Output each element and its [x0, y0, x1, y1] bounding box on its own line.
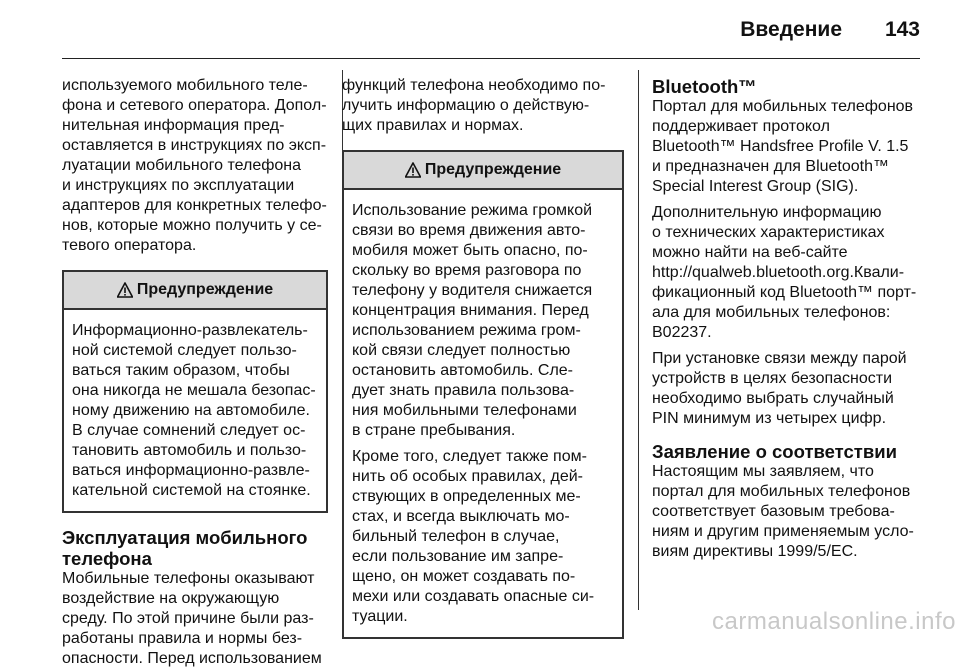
text-line: Портал для мобильных телефонов: [652, 98, 914, 115]
text-line: необходимо выбрать случайный: [652, 390, 894, 407]
text-line: в стране пребывания.: [352, 422, 516, 439]
section-title-declaration: Заявление о соответствии: [652, 441, 897, 462]
text-line: работаны правила и нормы без-: [62, 630, 303, 647]
text-line: функций телефона необходимо по-: [342, 77, 606, 94]
warning-box: [62, 270, 328, 513]
text-line: лучить информацию о действую-: [342, 97, 590, 114]
text-line: устройств в целях безопасности: [652, 370, 893, 387]
text-line: B02237.: [652, 324, 712, 341]
text-line: нительная информация пред-: [62, 117, 285, 134]
text-line: оставляется в инструкциях по эксп-: [62, 137, 327, 154]
text-line: о технических характеристиках: [652, 224, 885, 241]
warning-title: Предупреждение: [136, 281, 274, 298]
declaration-body: [652, 462, 920, 562]
text-line: PIN минимум из четырех цифр.: [652, 410, 887, 427]
text-line: Настоящим мы заявляем, что: [652, 463, 874, 480]
text-line: фона и сетевого оператора. Допол-: [62, 97, 327, 114]
column-2: [342, 76, 624, 639]
text-line: тановить автомобиль и пользо-: [72, 442, 307, 459]
text-line: соответствует базовым требова-: [652, 503, 895, 520]
text-line: среду. По этой причине были раз-: [62, 610, 314, 627]
text-line: остановить автомобиль. Сле-: [352, 362, 573, 379]
text-line: портал для мобильных телефонов: [652, 483, 911, 500]
bluetooth-para-1: [652, 97, 920, 197]
text-line: нов, которые можно получить у се-: [62, 217, 322, 234]
text-line: скольку во время разговора по: [352, 262, 582, 279]
text-line: она никогда не мешала безопас-: [72, 382, 316, 399]
text-line: щих правилах и нормах.: [342, 117, 524, 134]
text-line: мехи или создавать опасные си-: [352, 588, 595, 605]
section-body: [62, 569, 328, 669]
warning-triangle-icon: [117, 282, 133, 298]
text-line: Мобильные телефоны оказывают: [62, 570, 315, 587]
column-3: [652, 76, 920, 562]
warning-title: Предупреждение: [424, 161, 562, 178]
column-divider-2: [638, 70, 639, 610]
text-line: Информационно-развлекатель-: [72, 322, 308, 339]
text-line: виям директивы 1999/5/EC.: [652, 543, 858, 560]
col2-intro: [342, 76, 624, 136]
warning-box: [342, 150, 624, 639]
bluetooth-para-2: [652, 203, 920, 343]
warning-header: [64, 272, 326, 310]
text-line: Дополнительную информацию: [652, 204, 882, 221]
text-line: ствующих в определенных ме-: [352, 488, 581, 505]
text-line: кательной системой на стоянке.: [72, 482, 311, 499]
chapter-title: Введение: [740, 18, 842, 41]
col1-intro: [62, 76, 328, 256]
column-1: [62, 76, 328, 669]
text-line: Кроме того, следует также пом-: [352, 448, 587, 465]
text-line: ному движению на автомобиле.: [72, 402, 310, 419]
text-line: кой связи следует полностью: [352, 342, 571, 359]
text-line: В случае сомнений следует ос-: [72, 422, 306, 439]
bluetooth-para-3: [652, 349, 920, 429]
text-line: поддерживает протокол: [652, 118, 830, 135]
text-line: ной системой следует пользо-: [72, 342, 297, 359]
text-line: http://qualweb.bluetooth.org.Квали-: [652, 264, 905, 281]
text-line: можно найти на веб-сайте: [652, 244, 848, 261]
text-line: туации.: [352, 608, 408, 625]
text-line: Bluetooth™ Handsfree Profile V. 1.5: [652, 138, 909, 155]
text-line: нить об особых правилах, дей-: [352, 468, 583, 485]
text-line: и инструкциях по эксплуатации: [62, 177, 295, 194]
text-line: дует знать правила пользова-: [352, 382, 575, 399]
text-line: фикационный код Bluetooth™ порт-: [652, 284, 917, 301]
text-line: опасности. Перед использованием: [62, 650, 322, 667]
text-line: стах, и всегда выключать мо-: [352, 508, 570, 525]
title-line: Эксплуатация мобильного: [62, 527, 308, 548]
page-number: 143: [884, 18, 920, 41]
text-line: ния мобильными телефонами: [352, 402, 577, 419]
text-line: луатации мобильного телефона: [62, 157, 302, 174]
text-line: телефону у водителя снижается: [352, 282, 593, 299]
text-line: если пользование им запре-: [352, 548, 564, 565]
warning-body: [344, 190, 622, 637]
section-title-bluetooth: Bluetooth™: [652, 76, 757, 97]
header-rule: [62, 58, 920, 59]
text-line: адаптеров для конкретных телефо-: [62, 197, 327, 214]
title-line: телефона: [62, 548, 152, 569]
text-line: воздействие на окружающую: [62, 590, 280, 607]
warning-triangle-icon: [405, 162, 421, 178]
text-line: ваться информационно-развле-: [72, 462, 310, 479]
text-line: ниям и другим применяемым усло-: [652, 523, 914, 540]
text-line: ала для мобильных телефонов:: [652, 304, 891, 321]
text-line: Special Interest Group (SIG).: [652, 178, 859, 195]
text-line: связи во время движения авто-: [352, 222, 586, 239]
warning-header: [344, 152, 622, 190]
text-line: мобиля может быть опасно, по-: [352, 242, 588, 259]
page-header: [0, 0, 960, 60]
watermark: carmanualsonline.info: [712, 608, 956, 635]
text-line: тевого оператора.: [62, 237, 197, 254]
warning-body: [64, 310, 326, 511]
text-line: концентрация внимания. Перед: [352, 302, 589, 319]
section-title-mobile-use: [62, 527, 328, 569]
text-line: и предназначен для Bluetooth™: [652, 158, 890, 175]
text-line: При установке связи между парой: [652, 350, 907, 367]
text-line: использованием режима гром-: [352, 322, 581, 339]
text-line: используемого мобильного теле-: [62, 77, 308, 94]
text-line: ваться таким образом, чтобы: [72, 362, 290, 379]
text-line: Использование режима громкой: [352, 202, 593, 219]
text-line: бильный телефон в случае,: [352, 528, 560, 545]
text-line: щено, он может создавать по-: [352, 568, 576, 585]
